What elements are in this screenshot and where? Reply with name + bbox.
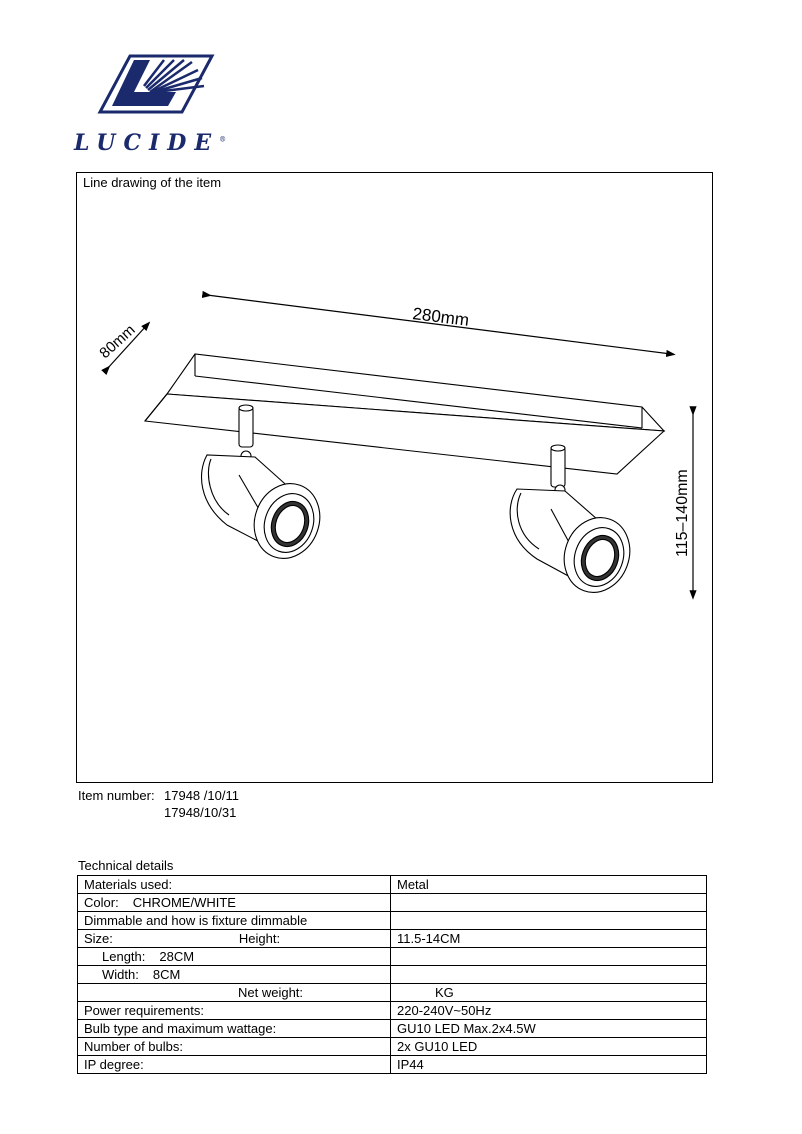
drawing-title: Line drawing of the item: [83, 175, 222, 190]
size-label: Size:: [84, 931, 113, 946]
color-value: CHROME/WHITE: [132, 895, 236, 910]
fixture-line-drawing: [77, 173, 714, 784]
power-label: Power requirements:: [78, 1002, 391, 1020]
length-value: 28CM: [159, 949, 195, 964]
bulb-count-value: 2x GU10 LED: [391, 1038, 707, 1056]
table-row: [78, 948, 707, 966]
dimmable-label: Dimmable and how is fixture dimmable: [78, 912, 391, 930]
net-weight-value: KG: [435, 985, 454, 1000]
power-value: 220-240V~50Hz: [391, 1002, 707, 1020]
table-row: [78, 984, 707, 1002]
item-number-label: Item number:: [78, 788, 155, 803]
technical-details-table: [77, 875, 707, 1074]
width-value: 8CM: [152, 967, 181, 982]
net-weight-label: Net weight:: [238, 985, 304, 1000]
lucide-wordmark: LUCIDE®: [74, 130, 227, 156]
technical-details-title: Technical details: [78, 858, 174, 873]
length-label: Length:: [102, 949, 146, 964]
width-dimension-label: 80mm: [96, 321, 139, 362]
color-label: Color:: [84, 895, 119, 910]
bulb-type-value: GU10 LED Max.2x4.5W: [391, 1020, 707, 1038]
table-row: [78, 1020, 707, 1038]
table-row: [78, 1056, 707, 1074]
table-row: [78, 912, 707, 930]
width-label: Width:: [102, 967, 139, 982]
table-row: [78, 1002, 707, 1020]
table-row: [78, 1038, 707, 1056]
ip-degree-value: IP44: [391, 1056, 707, 1074]
table-row: [78, 930, 707, 948]
materials-label: Materials used:: [78, 876, 391, 894]
lucide-logo-mark: [72, 52, 222, 132]
item-number-value: 17948/10/31: [164, 805, 237, 820]
bulb-type-label: Bulb type and maximum wattage:: [78, 1020, 391, 1038]
length-dimension-label: 280mm: [411, 304, 471, 330]
table-row: [78, 894, 707, 912]
materials-value: Metal: [391, 876, 707, 894]
bulb-count-label: Number of bulbs:: [78, 1038, 391, 1056]
table-row: [78, 966, 707, 984]
line-drawing-panel: [76, 172, 713, 783]
height-label: Height:: [238, 931, 281, 946]
table-row: [78, 876, 707, 894]
height-dimension-label: 115–140mm: [674, 469, 691, 557]
height-value: 11.5-14CM: [391, 930, 707, 948]
dimmable-value: [391, 912, 707, 930]
ip-degree-label: IP degree:: [78, 1056, 391, 1074]
item-number-value: 17948 /10/11: [164, 788, 239, 803]
